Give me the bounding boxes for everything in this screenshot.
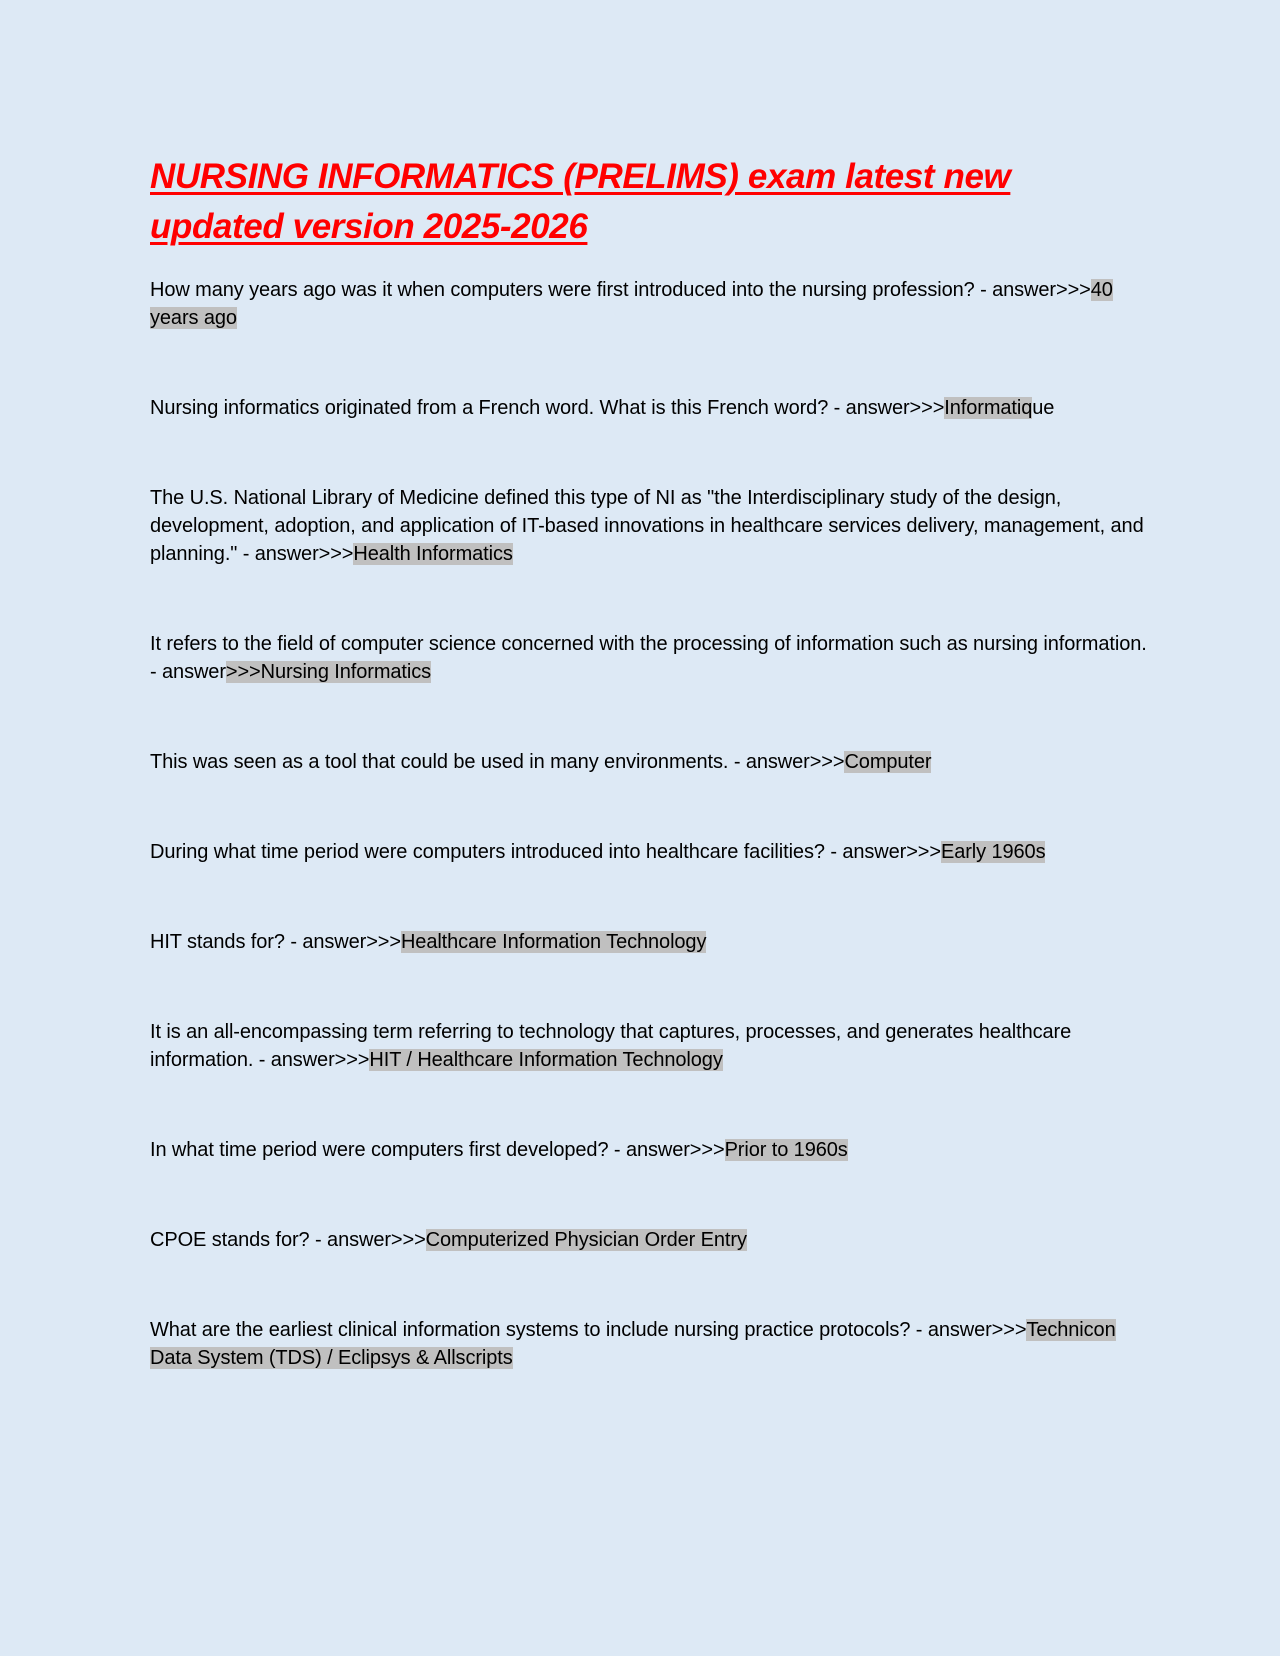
answer-text: Healthcare Information Technology — [400, 931, 707, 953]
answer-text: Computerized Physician Order Entry — [425, 1229, 747, 1251]
answer-suffix: ue — [1032, 397, 1055, 419]
qa-item — [150, 484, 1150, 568]
question-text: This was seen as a tool that could be used in many environments. - answer>>> — [150, 751, 845, 773]
answer-text: Prior to 1960s — [724, 1139, 848, 1161]
qa-item — [150, 1136, 1150, 1164]
answer-text: >>>Nursing Informatics — [225, 661, 432, 683]
qa-item — [150, 394, 1150, 422]
answer-text: Computer — [844, 751, 932, 773]
question-text: HIT stands for? - answer>>> — [150, 931, 401, 953]
question-text: The U.S. National Library of Medicine defined this type of NI as "the Interdisciplinary study of the design, development, adoption, and application of IT-based innovations in healthcare services delivery, management, and planning." - answer>>> — [150, 487, 1144, 565]
answer-text: Informatiq — [944, 397, 1033, 419]
document-title: NURSING INFORMATICS (PRELIMS) exam latest new updated version 2025-2026 — [150, 157, 1011, 246]
qa-item — [150, 1316, 1150, 1372]
answer-text: Health Informatics — [353, 543, 513, 565]
question-text: In what time period were computers first developed? - answer>>> — [150, 1139, 725, 1161]
question-text: It is an all-encompassing term referring to technology that captures, processes, and generates healthcare information. - answer>>> — [150, 1021, 1072, 1071]
qa-item — [150, 838, 1150, 866]
answer-text: HIT / Healthcare Information Technology — [369, 1049, 723, 1071]
question-text: How many years ago was it when computers were first introduced into the nursing profession? - answer>>> — [150, 279, 1091, 301]
question-text: During what time period were computers introduced into healthcare facilities? - answer>>> — [150, 841, 941, 863]
question-text: CPOE stands for? - answer>>> — [150, 1229, 426, 1251]
question-text: It refers to the field of computer science concerned with the processing of information such as nursing information. - answer — [150, 633, 1147, 683]
qa-item — [150, 748, 1150, 776]
qa-item — [150, 1018, 1150, 1074]
answer-text: Early 1960s — [940, 841, 1046, 863]
document-page — [150, 152, 1150, 1372]
question-text: What are the earliest clinical information systems to include nursing practice protocols? - answer>>> — [150, 1319, 1027, 1341]
qa-item — [150, 1226, 1150, 1254]
qa-item — [150, 276, 1150, 332]
answer-text: 40 years ago — [150, 279, 1113, 329]
question-text: Nursing informatics originated from a French word. What is this French word? - answer>>> — [150, 397, 945, 419]
qa-item — [150, 928, 1150, 956]
qa-item — [150, 630, 1150, 686]
answer-text: Technicon Data System (TDS) / Eclipsys & Allscripts — [150, 1319, 1116, 1369]
